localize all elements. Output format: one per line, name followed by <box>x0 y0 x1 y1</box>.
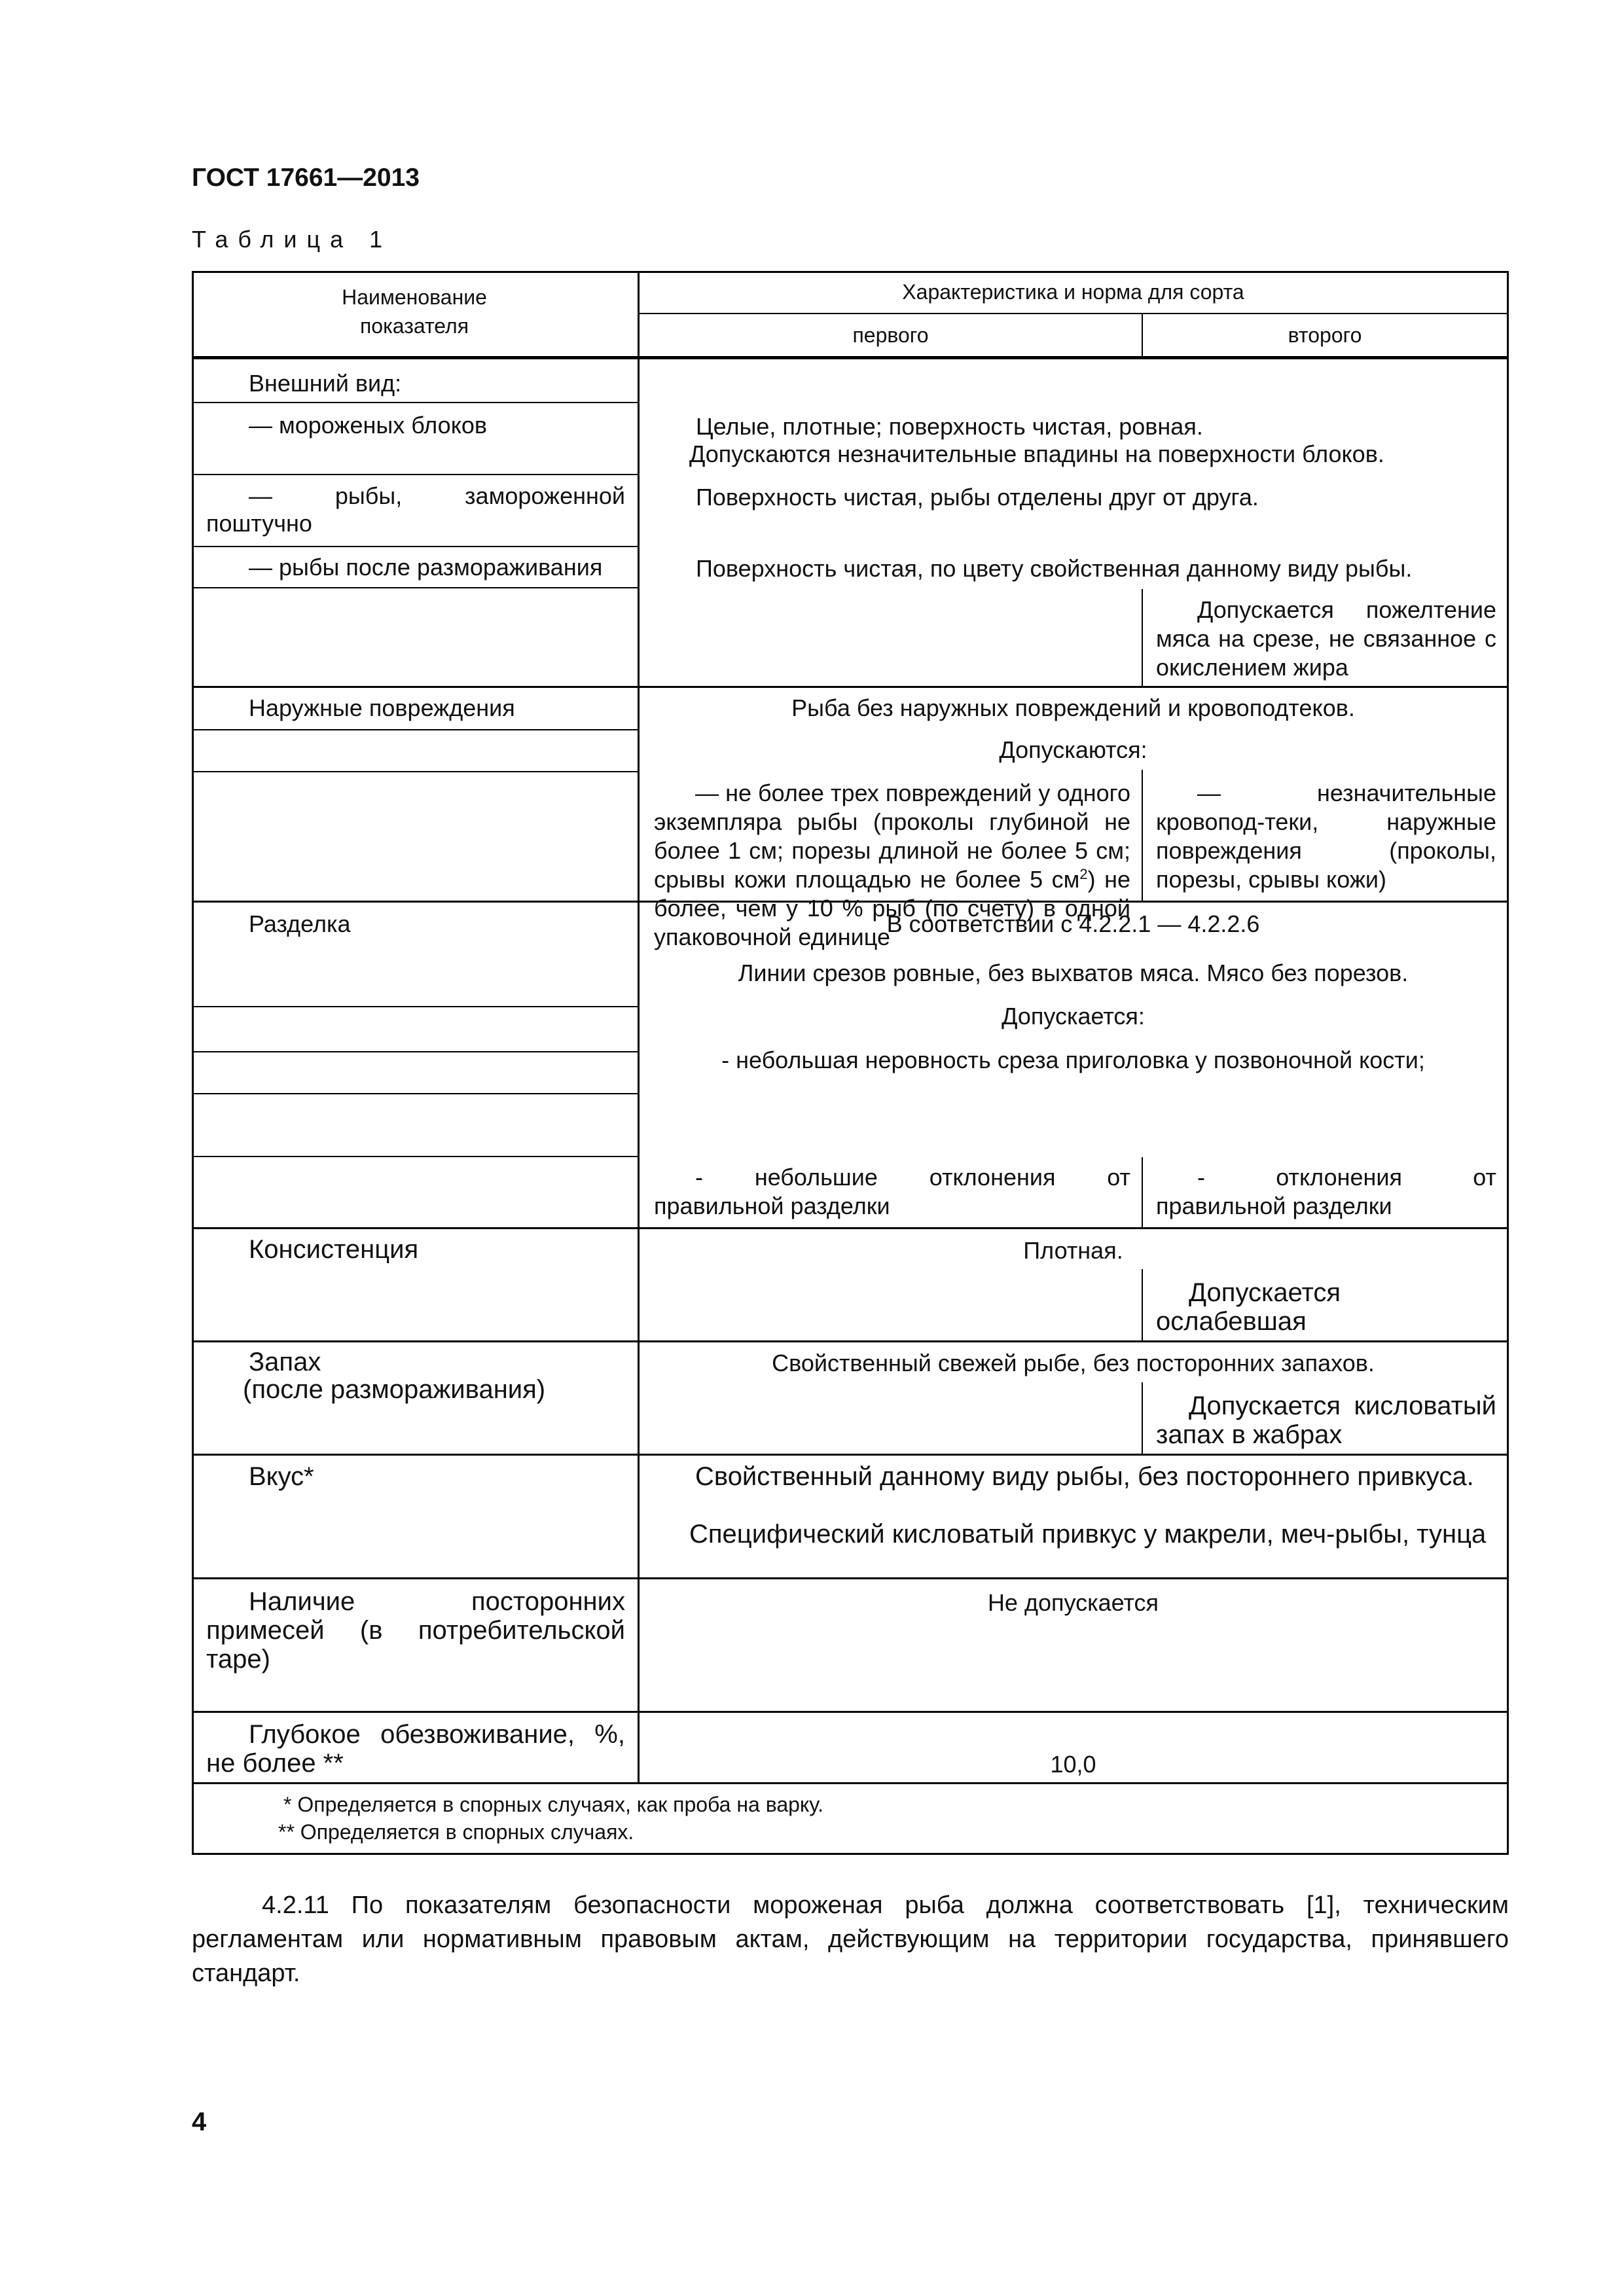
column-divider-appearance <box>1142 589 1143 688</box>
row-separator <box>192 1454 1509 1456</box>
appearance-label: Внешний вид: <box>249 370 402 397</box>
column-divider-damage <box>1142 770 1143 902</box>
damage-first-grade-text-a: — не более трех повреждений у одного экземпляра рыбы (проколы глубиной не более 1 см; порезы длиной не более 5 см; срывы кожи площадью не более 5 см <box>654 780 1130 893</box>
header-bottom-rule <box>192 356 1509 359</box>
header-subdivider <box>640 313 1507 314</box>
row-separator <box>192 1227 1509 1229</box>
smell-second-grade: Допускается кисловатый запах в жабрах <box>1156 1391 1496 1449</box>
row-line <box>192 546 640 547</box>
column-divider-smell <box>1142 1382 1143 1455</box>
row-separator <box>192 686 1509 688</box>
table-border-right <box>1507 271 1509 1855</box>
body-paragraph: 4.2.11 По показателям безопасности мороженая рыба должна соответствовать [1], техническим регламентам или нормативным правовым актам, действующим на территории государства, принявшего стандарт. <box>192 1892 1509 1987</box>
damage-label: Наружные повреждения <box>249 694 515 721</box>
damage-norm: Рыба без наружных повреждений и кровоподтеков. <box>791 694 1355 721</box>
row-line <box>192 1006 640 1007</box>
row-separator <box>192 1340 1509 1342</box>
document-code: ГОСТ 17661—2013 <box>192 164 420 192</box>
row-line <box>192 587 640 588</box>
row-line <box>192 1051 640 1052</box>
taste-norm-2: Специфический кисловатый привкус у макрели, меч-рыбы, тунца <box>689 1520 1487 1549</box>
smell-label-1: Запах <box>249 1348 321 1376</box>
damage-allowed: Допускаются: <box>999 736 1147 763</box>
table-footnote-2: ** Определяется в спорных случаях. <box>278 1820 634 1844</box>
appearance-single-norm: Поверхность чистая, рыбы отделены друг от друга. <box>696 484 1259 511</box>
appearance-thawed-label: — рыбы после размораживания <box>249 554 603 581</box>
table-border-top <box>192 271 1509 273</box>
table-border-bottom <box>192 1853 1509 1855</box>
column-divider-consistency <box>1142 1269 1143 1342</box>
damage-second-grade: — незначительные кровопод-теки, наружные повреждения (проколы, порезы, срывы кожи) <box>1156 780 1496 893</box>
header-grade-first: первого <box>852 323 929 347</box>
cutting-norm: В соответствии с 4.2.2.1 — 4.2.2.6 <box>886 910 1260 937</box>
column-divider-cutting <box>1142 1157 1143 1229</box>
row-separator <box>192 1782 1509 1784</box>
taste-norm-1: Свойственный данному виду рыбы, без постороннего привкуса. <box>695 1462 1474 1491</box>
row-separator <box>192 1711 1509 1713</box>
page-number: 4 <box>192 2108 207 2136</box>
row-line <box>192 729 640 730</box>
cutting-allowed: Допускается: <box>1001 1003 1145 1030</box>
appearance-single-label-1: — рыбы, замороженной <box>249 482 625 509</box>
damage-first-grade-superscript: 2 <box>1079 866 1088 882</box>
appearance-single-label-2: поштучно <box>206 510 312 537</box>
cutting-label: Разделка <box>249 910 351 937</box>
row-line <box>192 771 640 772</box>
header-characteristic: Характеристика и норма для сорта <box>902 280 1244 304</box>
header-indicator: Наименование показателя <box>342 285 487 338</box>
damage-first-grade-text-b: ) не более, чем у 10 % рыб (по счету) в одной упаковочной единице <box>654 866 1130 950</box>
dehydration-value: 10,0 <box>1050 1751 1096 1778</box>
consistency-label: Консистенция <box>249 1235 419 1264</box>
row-separator <box>192 1577 1509 1579</box>
smell-label-2: (после размораживания) <box>243 1375 546 1404</box>
consistency-norm: Плотная. <box>1023 1237 1123 1264</box>
appearance-thawed-second: Допускается пожелтение мяса на срезе, не связанное с окислением жира <box>1156 596 1496 681</box>
row-line <box>192 402 640 403</box>
consistency-second-grade: Допускается ослабевшая <box>1156 1278 1341 1336</box>
requirements-table <box>192 271 1509 1855</box>
appearance-thawed-norm: Поверхность чистая, по цвету свойственная данному виду рыбы. <box>696 555 1413 582</box>
cutting-first-grade: - небольшие отклонения от правильной разделки <box>654 1164 1130 1219</box>
taste-label: Вкус* <box>249 1462 314 1491</box>
table-caption: Таблица 1 <box>192 226 393 253</box>
dehydration-label: Глубокое обезвоживание, %, не более ** <box>206 1720 625 1778</box>
row-line <box>192 1093 640 1094</box>
appearance-blocks-label: — мороженых блоков <box>249 412 488 439</box>
impurities-label: Наличие посторонних примесей (в потребительской таре) <box>206 1587 625 1674</box>
cutting-second-grade: - отклонения от правильной разделки <box>1156 1164 1496 1219</box>
header-grade-second: второго <box>1288 323 1362 347</box>
appearance-blocks-norm-1: Целые, плотные; поверхность чистая, ровная. <box>696 413 1203 440</box>
table-border-left <box>192 271 194 1855</box>
appearance-blocks-norm-2: Допускаются незначительные впадины на поверхности блоков. <box>689 440 1384 467</box>
impurities-norm: Не допускается <box>987 1589 1159 1616</box>
row-line <box>192 1156 640 1157</box>
row-line <box>192 474 640 475</box>
smell-norm: Свойственный свежей рыбе, без посторонних запахов. <box>772 1350 1375 1376</box>
table-footnote-1: * Определяется в спорных случаях, как проба на варку. <box>283 1793 823 1816</box>
cutting-lines: Линии срезов ровные, без выхватов мяса. Мясо без порезов. <box>738 960 1409 986</box>
cutting-unevenness: - небольшая неровность среза приголовка у позвоночной кости; <box>721 1047 1425 1073</box>
